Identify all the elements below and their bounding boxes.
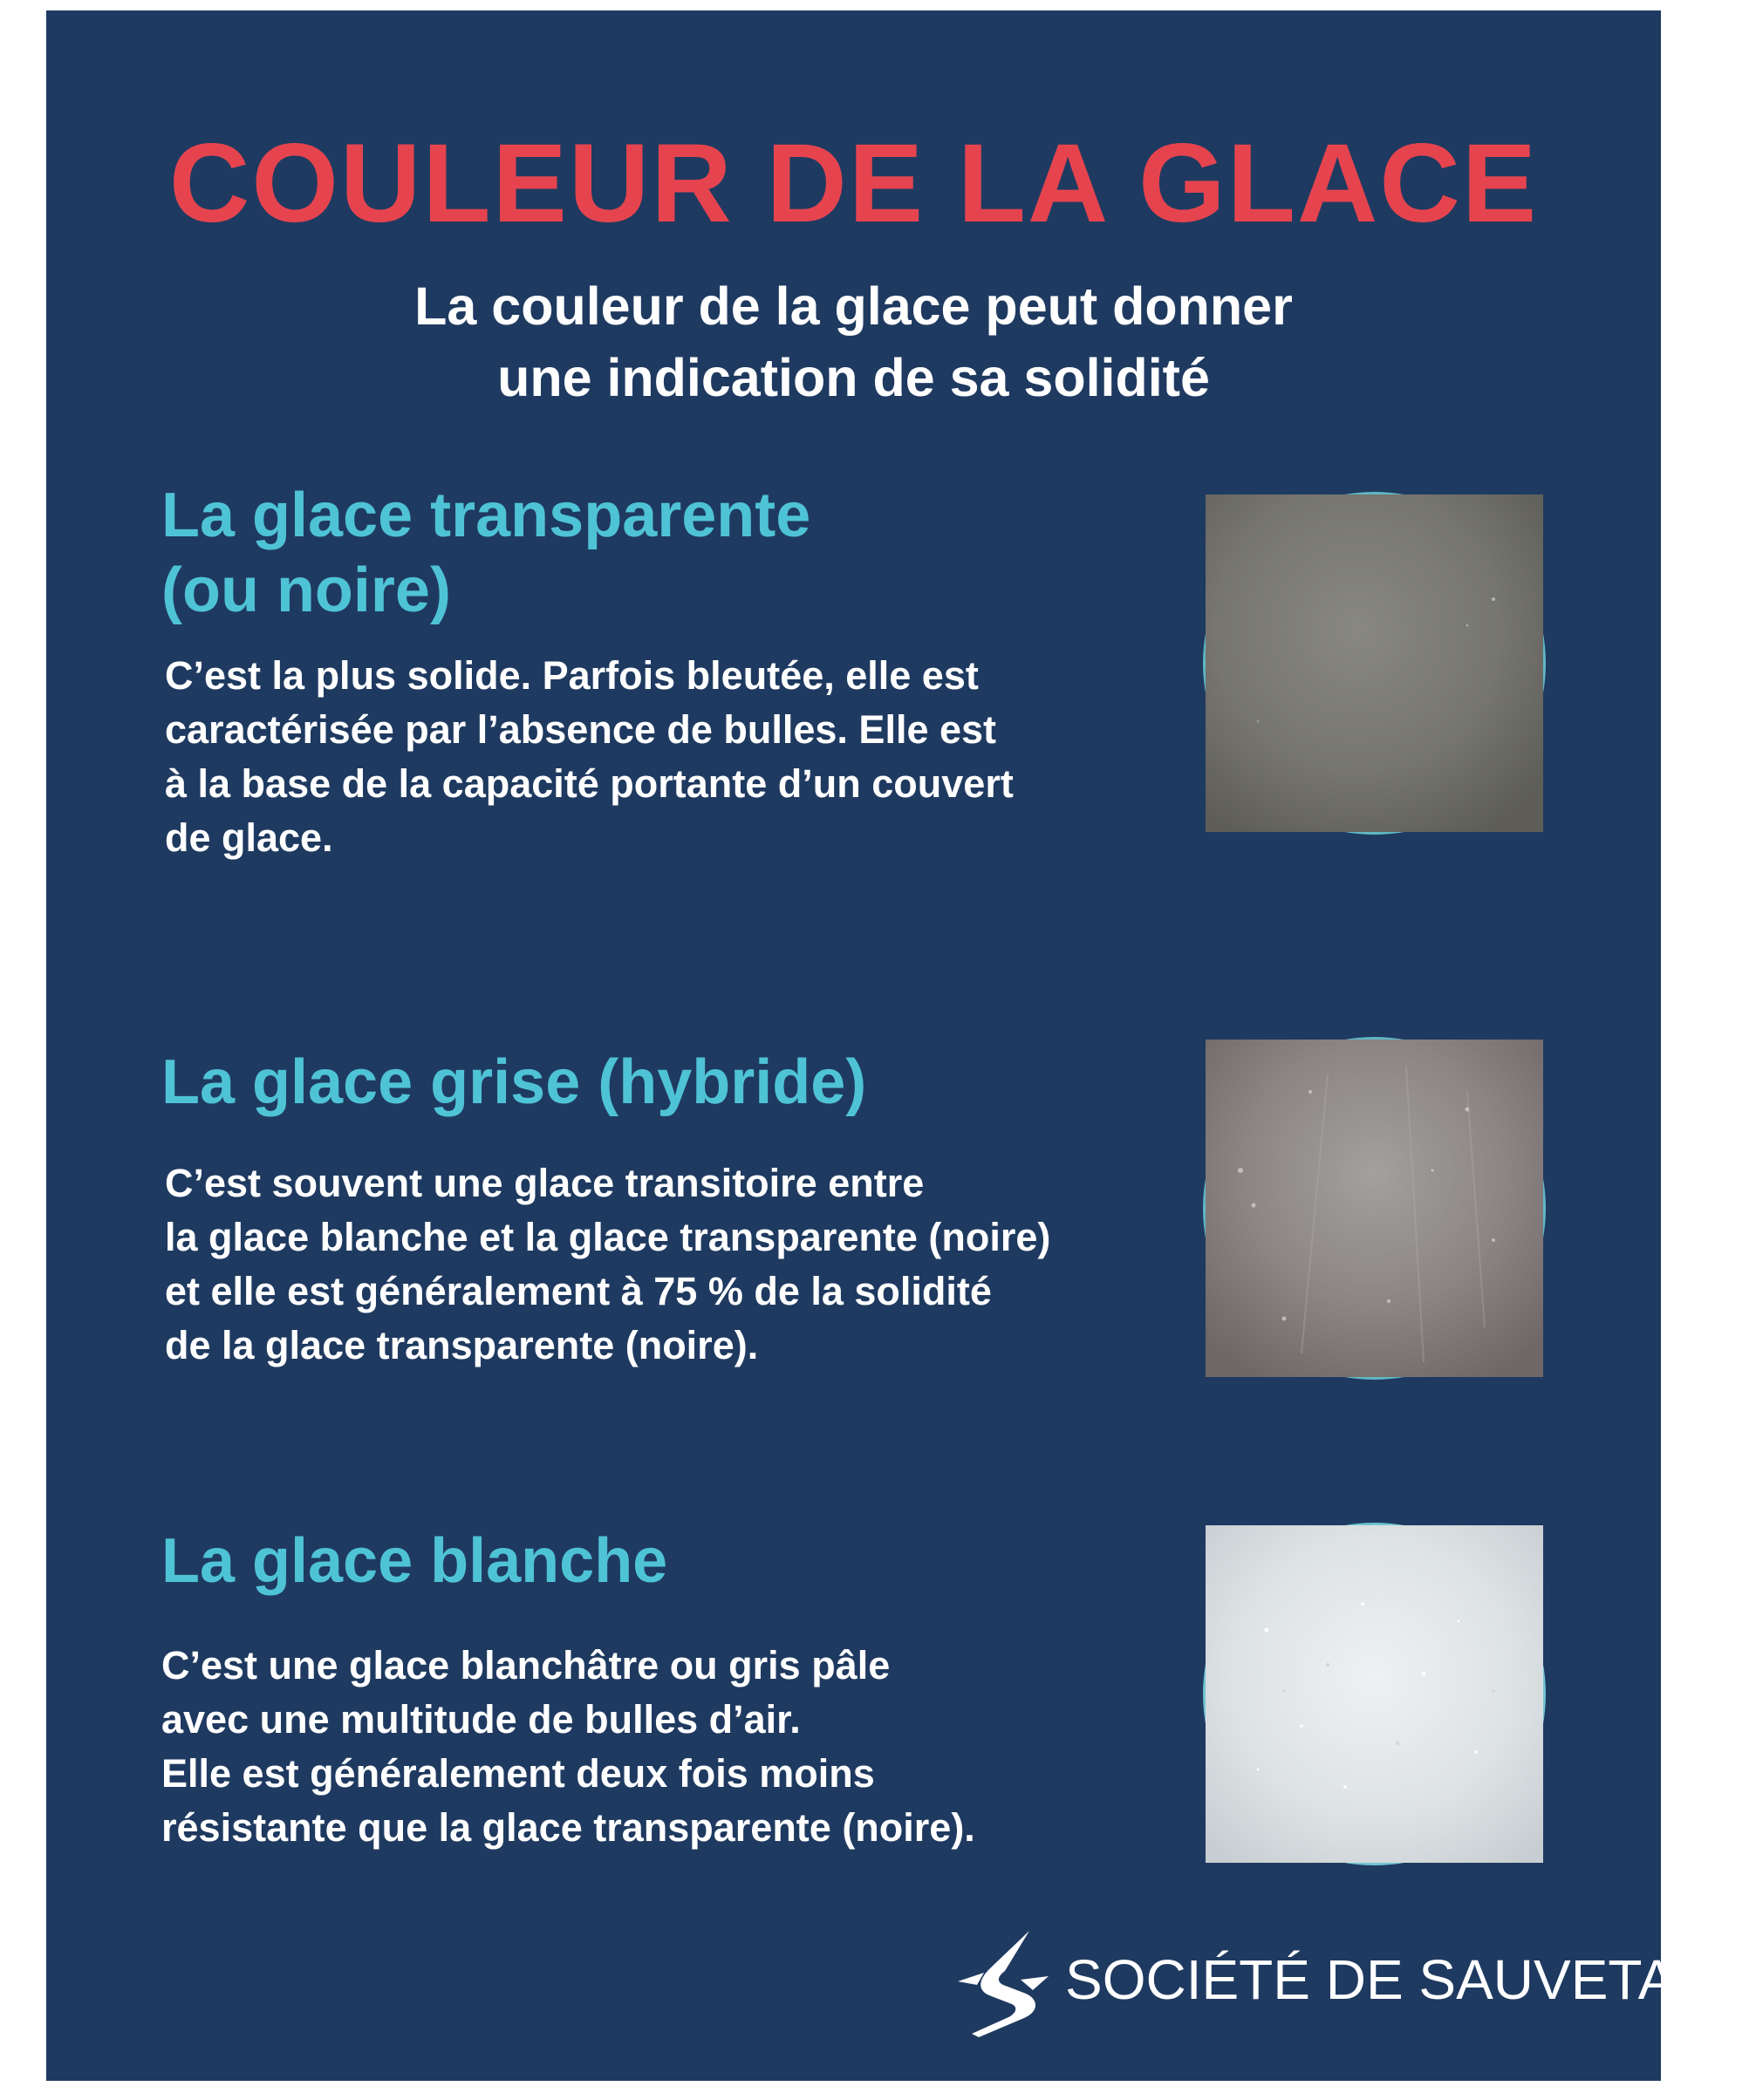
section-body-grey-ice (165, 1156, 1050, 1373)
clear-ice-photo (1206, 494, 1543, 832)
section-heading-clear-ice (161, 478, 810, 628)
poster-subtitle (46, 270, 1661, 413)
body-line: la glace blanche et la glace transparente (noire) (165, 1215, 1051, 1259)
body-line: de glace. (165, 815, 333, 860)
lifesaving-society-logo-icon (954, 1927, 1052, 2041)
section-body-clear-ice (165, 649, 1014, 865)
body-line: C’est souvent une glace transitoire entre (165, 1161, 925, 1205)
section-heading-white-ice (161, 1524, 667, 1599)
organization-name: SOCIÉTÉ DE SAUVETAGE (1065, 1948, 1756, 2011)
body-line: C’est une glace blanchâtre ou gris pâle (161, 1643, 891, 1688)
heading-line: La glace transparente (161, 481, 811, 550)
body-line: et elle est généralement à 75 % de la solidité (165, 1269, 992, 1313)
subtitle-line: une indication de sa solidité (497, 348, 1210, 407)
heading-line: La glace grise (hybride) (161, 1047, 867, 1117)
section-heading-grey-ice (161, 1045, 866, 1120)
body-line: caractérisée par l’absence de bulles. Elle est (165, 707, 997, 752)
poster (46, 10, 1756, 2081)
white-ice-photo (1206, 1525, 1543, 1863)
body-line: Elle est généralement deux fois moins (161, 1751, 875, 1796)
poster-title: COULEUR DE LA GLACE (168, 121, 1539, 246)
heading-line: La glace blanche (161, 1526, 668, 1596)
section-body-white-ice (161, 1639, 975, 1855)
grey-ice-photo (1206, 1040, 1543, 1377)
body-line: C’est la plus solide. Parfois bleutée, elle est (165, 653, 979, 698)
body-line: avec une multitude de bulles d’air. (161, 1697, 801, 1742)
body-line: résistante que la glace transparente (noire). (161, 1805, 975, 1850)
body-line: à la base de la capacité portante d’un couvert (165, 761, 1014, 806)
body-line: de la glace transparente (noire). (165, 1323, 759, 1367)
heading-line: (ou noire) (161, 556, 451, 625)
subtitle-line: La couleur de la glace peut donner (414, 276, 1293, 336)
